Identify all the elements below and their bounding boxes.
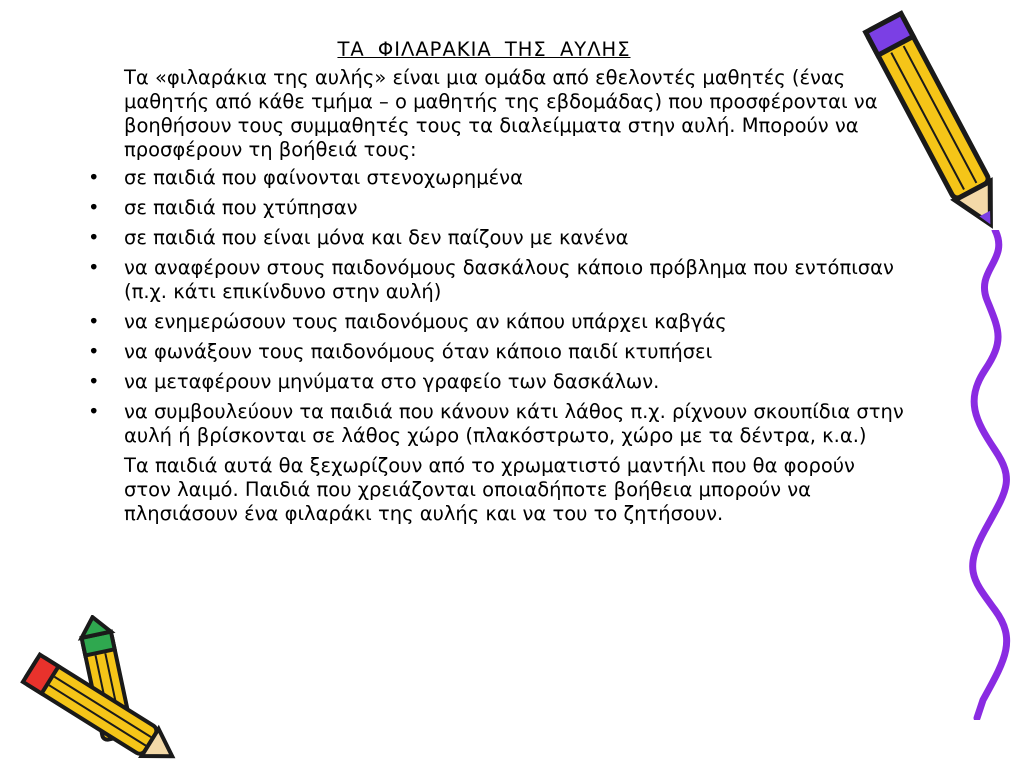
list-item-text: να αναφέρουν στους παιδονόμους δασκάλους κάποιο πρόβλημα που εντόπισαν (π.χ. κάτι επικίνδυνο στην αυλή) xyxy=(124,256,894,303)
slide-title: ΤΑ ΦΙΛΑΡΑΚΙΑ ΤΗΣ ΑΥΛΗΣ xyxy=(337,38,631,61)
list-item-text: να συμβουλεύουν τα παιδιά που κάνουν κάτι λάθος π.χ. ρίχνουν σκουπίδια στην αυλή ή βρίσκονται σε λάθος χώρο (πλακόστρωτο, χώρο με τα δέντρα, κ.α.) xyxy=(124,400,904,447)
bullet-symbol: • xyxy=(88,400,100,423)
bullet-symbol: • xyxy=(88,256,100,279)
squiggle-line-icon xyxy=(965,230,1015,720)
list-item-text: σε παιδιά που χτύπησαν xyxy=(124,196,358,219)
list-item xyxy=(84,166,904,190)
bullet-symbol: • xyxy=(88,370,100,393)
closing-paragraph: Τα παιδιά αυτά θα ξεχωρίζουν από το χρωματιστό μαντήλι που θα φορούν στον λαιμό. Παιδιά που χρειάζονται οποιαδήποτε βοήθεια μπορούν να πλησιάσουν ένα φιλαράκι της αυλής και να του το ζητήσουν. xyxy=(124,454,855,525)
list-item-text: να φωνάξουν τους παιδονόμους όταν κάποιο παιδί κτυπήσει xyxy=(124,340,713,363)
bullet-symbol: • xyxy=(88,166,100,189)
list-item-text: να ενημερώσουν τους παιδονόμους αν κάπου υπάρχει καβγάς xyxy=(124,310,727,333)
list-item-text: σε παιδιά που είναι μόνα και δεν παίζουν με κανένα xyxy=(124,226,629,249)
list-item xyxy=(84,226,904,250)
list-item xyxy=(84,256,904,304)
list-item-text: να μεταφέρουν μηνύματα στο γραφείο των δασκάλων. xyxy=(124,370,660,393)
pencil-icon xyxy=(0,650,190,765)
intro-paragraph: Τα «φιλαράκια της αυλής» είναι μια ομάδα από εθελοντές μαθητές (ένας μαθητής από κάθε τμήμα – ο μαθητής της εβδομάδας) που προσφέρονται να βοηθήσουν τους συμμαθητές τους τα διαλείμματα στην αυλή. Μπορούν να προσφέρουν τη βοήθειά τους: xyxy=(124,66,878,161)
slide-content xyxy=(84,38,904,526)
bullet-symbol: • xyxy=(88,340,100,363)
list-item-text: σε παιδιά που φαίνονται στενοχωρημένα xyxy=(124,166,523,189)
list-item xyxy=(84,196,904,220)
list-item xyxy=(84,400,904,448)
bullet-list xyxy=(84,166,904,448)
bullet-symbol: • xyxy=(88,196,100,219)
list-item xyxy=(84,340,904,364)
list-item xyxy=(84,310,904,334)
bullet-symbol: • xyxy=(88,310,100,333)
bullet-symbol: • xyxy=(88,226,100,249)
list-item xyxy=(84,370,904,394)
